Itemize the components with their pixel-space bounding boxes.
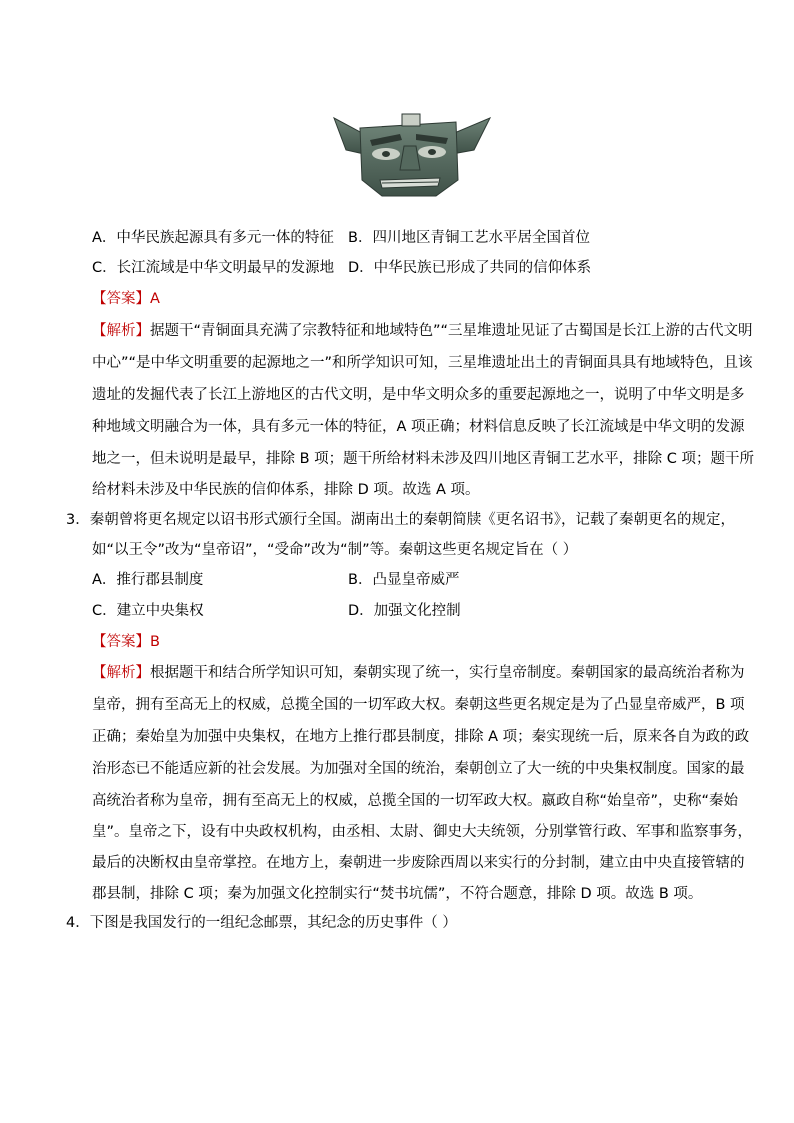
bronze-mask-image xyxy=(324,110,494,200)
q3-option-b: B．凸显皇帝威严 xyxy=(348,572,460,588)
q3-analysis-line: 最后的决断权由皇帝掌控。在地方上，秦朝进一步废除西周以来实行的分封制，建立由中央直接管辖的 xyxy=(92,855,745,871)
q2-answer xyxy=(92,289,160,309)
q2-analysis-line: 中心”“是中华文明重要的起源地之一”和所学知识可知，三星堆遗址出土的青铜面具具有地域特色，且该 xyxy=(92,355,753,371)
q3-analysis-line: 正确；秦始皇为加强中央集权，在地方上推行郡县制度，排除 A 项；秦实现统一后，原来各自为政的政 xyxy=(92,729,750,745)
answer-label: 【答案】 xyxy=(92,291,150,307)
analysis-label: 【解析】 xyxy=(92,665,150,681)
answer-label: 【答案】 xyxy=(92,634,150,650)
q3-analysis-line: 治形态已不能适应新的社会发展。为加强对全国的统治，秦朝创立了大一统的中央集权制度。国家的最 xyxy=(92,761,745,777)
q3-analysis-line: 郡县制，排除 C 项；秦为加强文化控制实行“焚书坑儒”，不符合题意，排除 D 项。故选 B 项。 xyxy=(92,886,703,902)
answer-value: B xyxy=(150,634,160,650)
answer-value: A xyxy=(150,291,160,307)
q3-analysis-line: 【解析】根据题干和结合所学知识可知，秦朝实现了统一，实行皇帝制度。秦朝国家的最高统治者称为 xyxy=(92,665,745,681)
q3-analysis-line: 高统治者称为皇帝，拥有至高无上的权威，总揽全国的一切军政大权。嬴政自称“始皇帝”，史称“秦始 xyxy=(92,793,739,809)
q3-option-c: C．建立中央集权 xyxy=(92,603,204,619)
q2-option-b: B．四川地区青铜工艺水平居全国首位 xyxy=(348,230,590,246)
q2-analysis-line: 给材料未涉及中华民族的信仰体系，排除 D 项。故选 A 项。 xyxy=(92,482,480,498)
q3-stem-line: 如“以王令”改为“皇帝诏”，“受命”改为“制”等。秦朝这些更名规定旨在（ ） xyxy=(92,542,578,558)
q2-analysis-line: 种地域文明融合为一体，具有多元一体的特征，A 项正确；材料信息反映了长江流域是中华文明的发源 xyxy=(92,419,745,435)
q4-stem: 4．下图是我国发行的一组纪念邮票，其纪念的历史事件（ ） xyxy=(66,915,457,931)
q3-answer xyxy=(92,632,160,652)
q3-analysis-line: 皇”。皇帝之下，设有中央政权机构，由丞相、太尉、御史大夫统领，分别掌管行政、军事和监察事务， xyxy=(92,824,753,840)
q3-stem-line: 3．秦朝曾将更名规定以诏书形式颁行全国。湖南出土的秦朝简牍《更名诏书》，记载了秦朝更名的规定， xyxy=(66,512,735,528)
q2-option-c: C．长江流域是中华文明最早的发源地 xyxy=(92,260,335,276)
q3-option-d: D．加强文化控制 xyxy=(348,603,461,619)
q3-analysis-line: 皇帝，拥有至高无上的权威，总揽全国的一切军政大权。秦朝这些更名规定是为了凸显皇帝威严，B 项 xyxy=(92,697,745,713)
q2-analysis-line: 遗址的发掘代表了长江上游地区的古代文明，是中华文明众多的重要起源地之一，说明了中华文明是多 xyxy=(92,387,745,403)
q2-analysis-line: 地之一，但未说明是最早，排除 B 项；题干所给材料未涉及四川地区青铜工艺水平，排除 C 项；题干所 xyxy=(92,451,755,467)
q2-option-d: D．中华民族已形成了共同的信仰体系 xyxy=(348,260,592,276)
q3-option-a: A．推行郡县制度 xyxy=(92,572,204,588)
analysis-label: 【解析】 xyxy=(92,323,150,339)
q2-analysis-line: 【解析】据题干“青铜面具充满了宗教特征和地域特色”“三星堆遗址见证了古蜀国是长江上游的古代文明 xyxy=(92,323,753,339)
q2-option-a: A．中华民族起源具有多元一体的特征 xyxy=(92,230,334,246)
